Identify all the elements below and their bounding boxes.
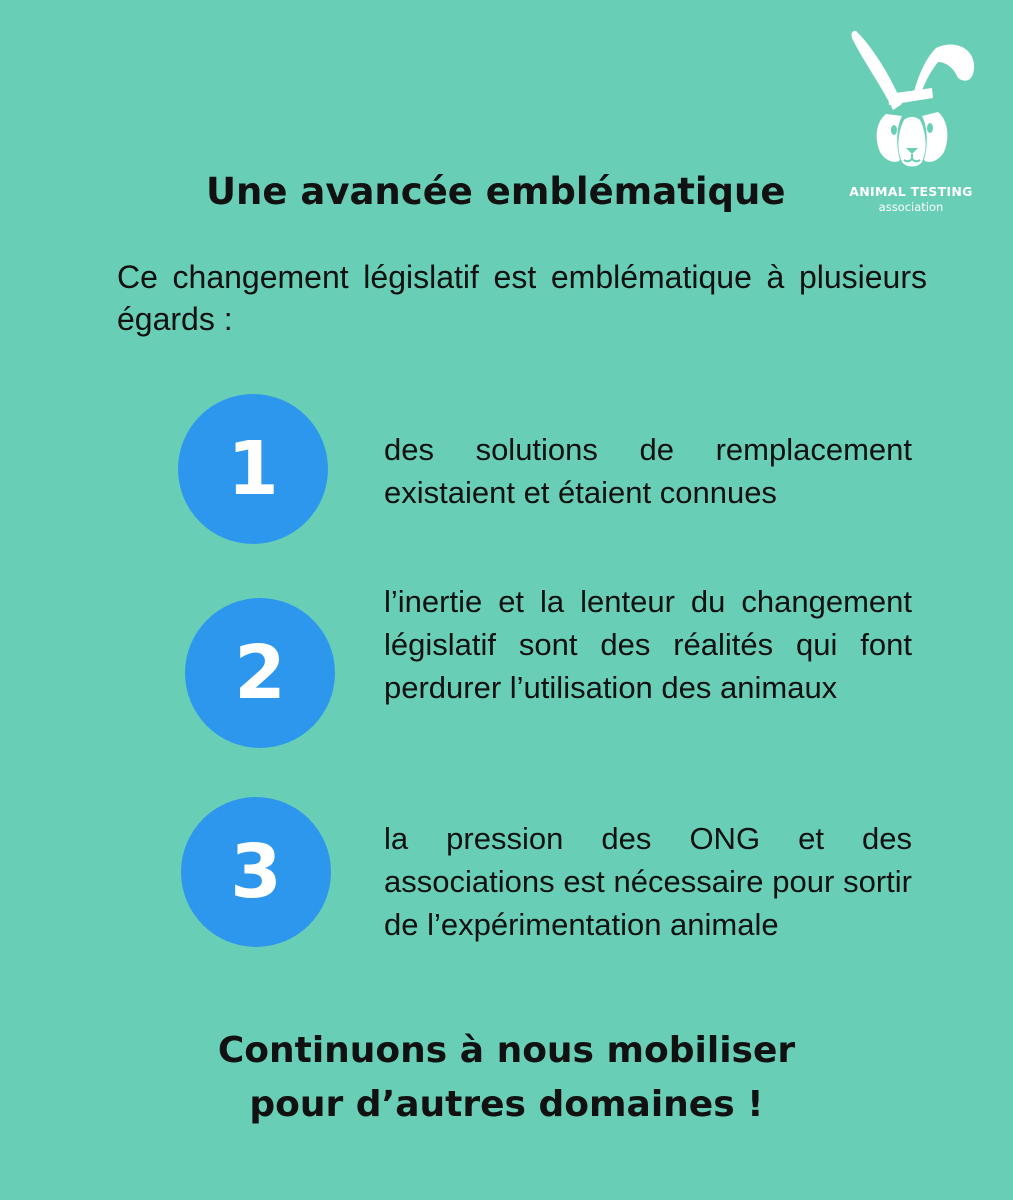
logo-subtitle: association (878, 200, 944, 214)
rabbit-head-icon (846, 28, 976, 170)
list-item-text-3: la pression des ONG et des associations est nécessaire pour sortir de l’expérimentation animale (384, 821, 912, 942)
number-badge-3: 3 (181, 797, 331, 947)
page-title: Une avancée emblématique (206, 170, 786, 213)
list-item-text-2: l’inertie et la lenteur du changement législatif sont des réalités qui font perdurer l’utilisation des animaux (384, 584, 912, 705)
cta-line-1: Continuons à nous mobiliser (217, 1030, 796, 1071)
number-badge-1: 1 (178, 394, 328, 544)
brand-logo (846, 28, 976, 214)
logo-name: ANIMAL TESTING (849, 184, 973, 199)
call-to-action (0, 1024, 1013, 1132)
cta-line-2: pour d’autres domaines ! (249, 1084, 764, 1125)
intro-paragraph: Ce changement législatif est emblématique à plusieurs égards : (117, 259, 927, 337)
number-badge-2: 2 (185, 598, 335, 748)
list-item-text-1: des solutions de remplacement existaient et étaient connues (384, 432, 912, 510)
